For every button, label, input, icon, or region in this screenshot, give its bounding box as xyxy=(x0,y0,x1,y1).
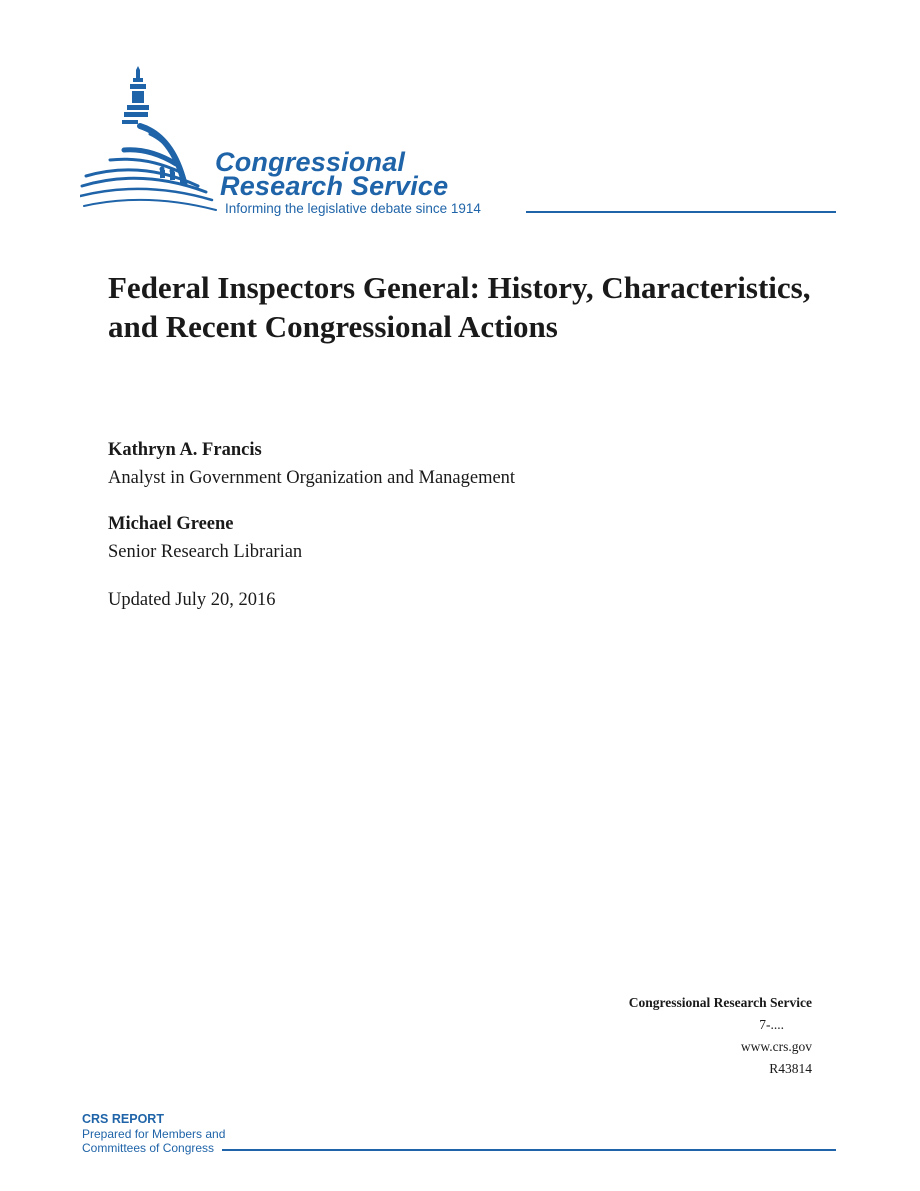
updated-date: Updated July 20, 2016 xyxy=(108,590,276,610)
logo-wordmark-line1: Congressional xyxy=(215,147,406,177)
report-number: R43814 xyxy=(769,1061,812,1076)
author-name: Kathryn A. Francis xyxy=(108,440,262,460)
footer-line1: Prepared for Members and xyxy=(82,1127,226,1141)
report-title: Federal Inspectors General: History, Characteristics, and Recent Congressional Actions xyxy=(108,270,811,344)
report-footer xyxy=(82,1112,838,1156)
header-rule xyxy=(526,211,836,213)
logo-wordmark-line2: Research Service xyxy=(220,171,449,201)
logo-tagline: Informing the legislative debate since 1914 xyxy=(225,201,481,216)
author-title: Analyst in Government Organization and Management xyxy=(108,468,516,488)
author-title: Senior Research Librarian xyxy=(108,542,303,562)
report-code: 7-.... xyxy=(759,1017,784,1032)
publisher-name: Congressional Research Service xyxy=(628,995,812,1010)
footer-label: CRS REPORT xyxy=(82,1112,164,1126)
report-info-block xyxy=(629,992,812,1080)
author-name: Michael Greene xyxy=(108,514,234,534)
footer-line2: Committees of Congress xyxy=(82,1141,215,1155)
website-link[interactable]: www.crs.gov xyxy=(740,1039,812,1054)
footer-rule xyxy=(222,1149,836,1151)
crs-logo xyxy=(80,64,840,224)
capitol-dome-icon xyxy=(80,64,220,216)
